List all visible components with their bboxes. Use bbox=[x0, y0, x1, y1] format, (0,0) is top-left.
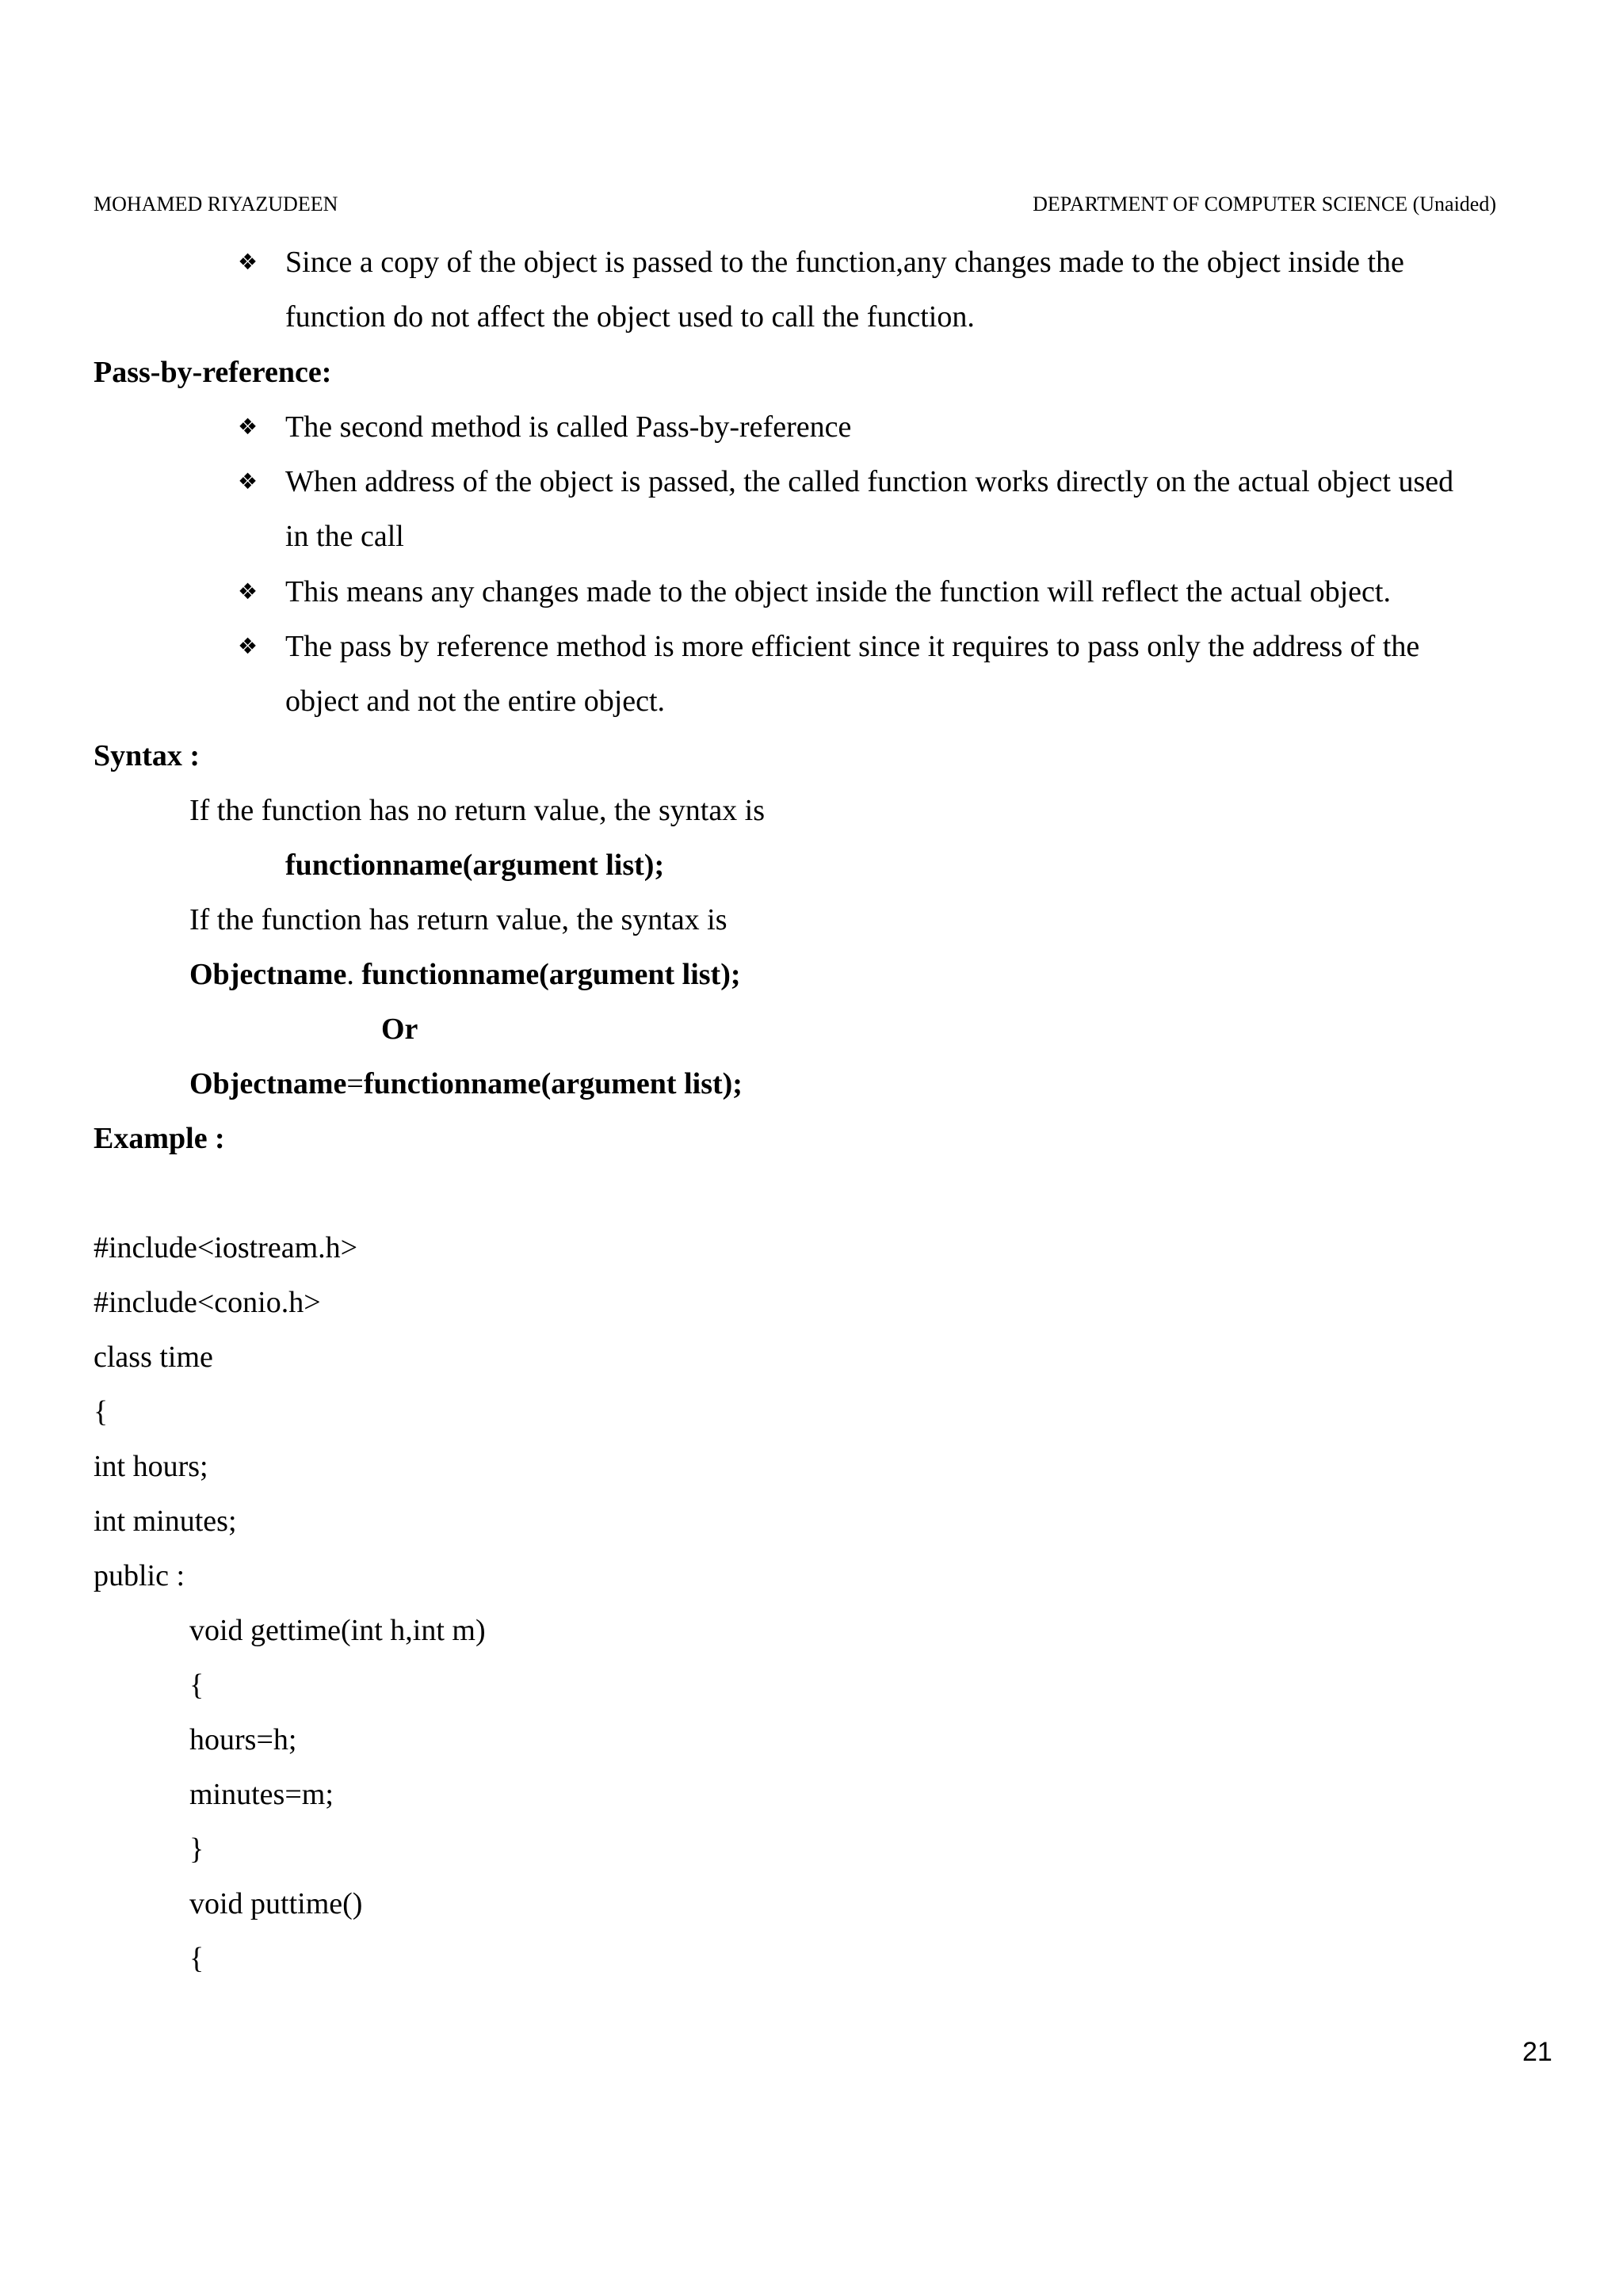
code-line: hours=h; bbox=[189, 1723, 297, 1756]
syntax-function-call: functionname(argument list); bbox=[361, 958, 741, 991]
bullet-text: The second method is called Pass-by-reference bbox=[285, 410, 852, 444]
header-author: MOHAMED RIYAZUDEEN bbox=[94, 193, 338, 215]
code-line: class time bbox=[94, 1341, 213, 1374]
syntax-text: If the function has return value, the syntax is bbox=[189, 903, 727, 936]
code-line: public : bbox=[94, 1559, 185, 1592]
bullet-icon: ❖ bbox=[238, 249, 258, 275]
code-line: } bbox=[189, 1833, 204, 1866]
code-line: int hours; bbox=[94, 1450, 208, 1483]
syntax-form-1 bbox=[189, 956, 741, 993]
bullet-text-cont: in the call bbox=[285, 520, 404, 553]
code-line: int minutes; bbox=[94, 1505, 237, 1538]
syntax-code: functionname(argument list); bbox=[285, 849, 665, 882]
syntax-equals: = bbox=[346, 1067, 364, 1100]
syntax-text: If the function has no return value, the syntax is bbox=[189, 794, 766, 827]
bullet-icon: ❖ bbox=[238, 414, 258, 440]
page-number: 21 bbox=[1522, 2037, 1552, 2067]
section-heading-pass-by-reference: Pass-by-reference: bbox=[94, 356, 332, 389]
bullet-text: The pass by reference method is more efficient since it requires to pass only the address of the bbox=[285, 630, 1420, 663]
code-line: { bbox=[94, 1395, 109, 1428]
bullet-icon: ❖ bbox=[238, 468, 258, 494]
syntax-or: Or bbox=[381, 1013, 418, 1046]
bullet-text-cont: function do not affect the object used to call the function. bbox=[285, 300, 975, 334]
syntax-object-name: Objectname bbox=[189, 958, 347, 991]
syntax-dot: . bbox=[346, 958, 362, 991]
code-line: minutes=m; bbox=[189, 1778, 334, 1811]
bullet-text: This means any changes made to the object inside the function will reflect the actual object. bbox=[285, 575, 1391, 608]
code-line: { bbox=[189, 1942, 204, 1975]
header-department: DEPARTMENT OF COMPUTER SCIENCE (Unaided) bbox=[1033, 193, 1496, 215]
code-line: #include<iostream.h> bbox=[94, 1231, 358, 1264]
section-heading-example: Example : bbox=[94, 1122, 225, 1155]
bullet-text: Since a copy of the object is passed to the function,any changes made to the object inside the bbox=[285, 246, 1404, 279]
syntax-object-name: Objectname bbox=[189, 1067, 347, 1100]
section-heading-syntax: Syntax : bbox=[94, 739, 200, 772]
syntax-form-2 bbox=[189, 1066, 743, 1102]
code-line: { bbox=[189, 1669, 204, 1702]
bullet-icon: ❖ bbox=[238, 633, 258, 659]
code-line: void puttime() bbox=[189, 1887, 363, 1920]
bullet-icon: ❖ bbox=[238, 578, 258, 605]
bullet-text-cont: object and not the entire object. bbox=[285, 685, 666, 718]
code-line: #include<conio.h> bbox=[94, 1286, 321, 1319]
syntax-function-call: functionname(argument list); bbox=[363, 1067, 743, 1100]
bullet-text: When address of the object is passed, the called function works directly on the actual object used bbox=[285, 465, 1454, 498]
code-line: void gettime(int h,int m) bbox=[189, 1614, 486, 1647]
